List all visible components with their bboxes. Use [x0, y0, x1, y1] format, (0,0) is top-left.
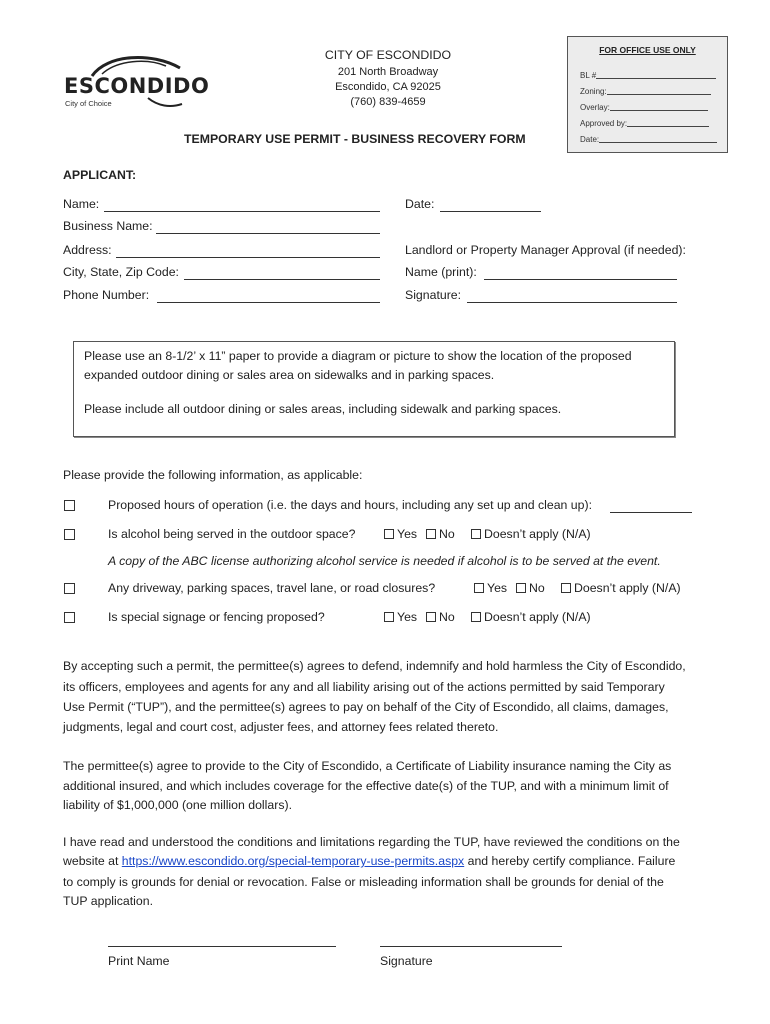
header-street: 201 North Broadway [337, 66, 439, 78]
alcohol-checkbox[interactable] [64, 529, 75, 540]
applicant-name-line[interactable] [104, 211, 380, 212]
office-approved-label: Approved by: [580, 119, 628, 128]
alcohol-na-checkbox[interactable] [471, 529, 481, 539]
alcohol-yes-option[interactable] [384, 527, 417, 541]
office-date-line [599, 134, 717, 143]
closures-no-option[interactable] [516, 581, 545, 595]
office-use-title: FOR OFFICE USE ONLY [599, 45, 696, 55]
signage-na-checkbox[interactable] [471, 612, 481, 622]
insurance-line-3: liability of $1,000,000 (one million dollars). [63, 798, 292, 812]
signage-question: Is special signage or fencing proposed? [108, 610, 325, 624]
business-name-line[interactable] [156, 233, 380, 234]
hours-answer-line[interactable] [610, 512, 692, 513]
landlord-name-label: Name (print): [405, 265, 477, 279]
header-city-state-zip: Escondido, CA 92025 [335, 81, 441, 93]
signage-no-option[interactable] [426, 610, 455, 624]
alcohol-yes-label: Yes [397, 527, 418, 541]
closures-question: Any driveway, parking spaces, travel lane, or road closures? [108, 581, 436, 595]
closures-yes-option[interactable] [474, 581, 507, 595]
notice-line-2: expanded outdoor dining or sales area on sidewalks and in parking spaces. [84, 368, 495, 382]
office-bl-line [596, 70, 716, 79]
form-title: TEMPORARY USE PERMIT - BUSINESS RECOVERY FORM [184, 132, 526, 146]
closures-checkbox[interactable] [64, 583, 75, 594]
diagram-notice-box [73, 341, 675, 437]
signage-yes-option[interactable] [384, 610, 417, 624]
logo-tagline: City of Choice [65, 99, 112, 108]
signage-yes-label: Yes [397, 610, 418, 624]
office-date-field[interactable] [580, 134, 717, 144]
closures-na-checkbox[interactable] [561, 583, 571, 593]
date-line[interactable] [440, 211, 541, 212]
landlord-approval-label: Landlord or Property Manager Approval (if needed): [405, 243, 686, 257]
alcohol-yes-checkbox[interactable] [384, 529, 394, 539]
closures-na-label: Doesn’t apply (N/A) [574, 581, 681, 595]
print-name-label: Print Name [108, 954, 170, 968]
office-date-label: Date: [580, 135, 600, 144]
signage-no-checkbox[interactable] [426, 612, 436, 622]
info-intro: Please provide the following information, as applicable: [63, 468, 363, 482]
landlord-name-line[interactable] [484, 279, 677, 280]
signature-label: Signature [380, 954, 433, 968]
certification-line-3: to comply is grounds for denial or revocation. False or misleading information shall be grounds for denial of the [63, 875, 664, 889]
office-bl-label: BL # [580, 71, 597, 80]
applicant-name-label: Name: [63, 197, 100, 211]
notice-line-1: Please use an 8-1/2’ x 11” paper to provide a diagram or picture to show the location of the proposed [84, 349, 632, 363]
address-line[interactable] [116, 257, 380, 258]
office-zoning-line [607, 86, 711, 95]
certification-compliance-text: and hereby certify compliance. Failure [464, 854, 676, 868]
indemnity-line-4: judgments, legal and court cost, adjuster fees, and attorney fees related thereto. [63, 720, 499, 734]
certification-line-2 [63, 854, 675, 868]
applicant-heading: APPLICANT: [63, 168, 137, 182]
tup-website-link[interactable]: https://www.escondido.org/special-temporary-use-permits.aspx [121, 854, 465, 868]
closures-no-checkbox[interactable] [516, 583, 526, 593]
address-label: Address: [63, 243, 112, 257]
header-phone: (760) 839-4659 [350, 96, 426, 108]
business-name-label: Business Name: [63, 219, 153, 233]
insurance-line-1: The permittee(s) agree to provide to the City of Escondido, a Certificate of Liability insurance naming the City as [63, 759, 672, 773]
hours-question: Proposed hours of operation (i.e. the days and hours, including any set up and clean up): [108, 498, 592, 512]
phone-number-line[interactable] [157, 302, 380, 303]
notice-line-3: Please include all outdoor dining or sales areas, including sidewalk and parking spaces. [84, 402, 562, 416]
alcohol-question: Is alcohol being served in the outdoor space? [108, 527, 356, 541]
city-state-zip-label: City, State, Zip Code: [63, 265, 179, 279]
alcohol-na-option[interactable] [471, 527, 591, 541]
signage-na-option[interactable] [471, 610, 591, 624]
signature-line[interactable] [380, 946, 562, 947]
office-overlay-field[interactable] [580, 102, 708, 112]
insurance-line-2: additional insured, and which includes coverage for the effective date(s) of the TUP, and with a minimum limit of [63, 779, 669, 793]
closures-yes-label: Yes [487, 581, 508, 595]
office-approved-field[interactable] [580, 118, 709, 128]
city-logo [62, 48, 210, 114]
city-state-zip-line[interactable] [184, 279, 380, 280]
closures-na-option[interactable] [561, 581, 681, 595]
print-name-line[interactable] [108, 946, 336, 947]
office-approved-line [627, 118, 709, 127]
signage-na-label: Doesn’t apply (N/A) [484, 610, 591, 624]
indemnity-line-3: Use Permit (“TUP”), and the permittee(s) agrees to pay on behalf of the City of Escondido, all claims, damages, [63, 700, 669, 714]
logo-wordmark: ESCONDIDO [64, 74, 210, 98]
office-zoning-field[interactable] [580, 86, 711, 96]
office-bl-field[interactable] [580, 70, 716, 80]
certification-website-prefix: website at [63, 854, 122, 868]
office-overlay-label: Overlay: [580, 103, 610, 112]
signage-no-label: No [439, 610, 455, 624]
indemnity-line-2: its officers, employees and agents for any and all liability arising out of the actions permitted by said Temporary [63, 680, 665, 694]
certification-line-1: I have read and understood the conditions and limitations regarding the TUP, have reviewed the conditions on the [63, 835, 680, 849]
office-use-box [567, 36, 728, 153]
indemnity-line-1: By accepting such a permit, the permittee(s) agrees to defend, indemnify and hold harmless the City of Escondido, [63, 659, 686, 673]
alcohol-no-label: No [439, 527, 455, 541]
office-zoning-label: Zoning: [580, 87, 607, 96]
phone-number-label: Phone Number: [63, 288, 150, 302]
signage-yes-checkbox[interactable] [384, 612, 394, 622]
hours-checkbox[interactable] [64, 500, 75, 511]
alcohol-license-note: A copy of the ABC license authorizing alcohol service is needed if alcohol is to be served at the event. [108, 554, 661, 568]
landlord-signature-line[interactable] [467, 302, 677, 303]
certification-line-4: TUP application. [63, 894, 153, 908]
office-overlay-line [610, 102, 708, 111]
alcohol-no-option[interactable] [426, 527, 455, 541]
signage-checkbox[interactable] [64, 612, 75, 623]
header-city: CITY OF ESCONDIDO [324, 48, 452, 62]
alcohol-na-label: Doesn’t apply (N/A) [484, 527, 591, 541]
closures-yes-checkbox[interactable] [474, 583, 484, 593]
landlord-signature-label: Signature: [405, 288, 462, 302]
alcohol-no-checkbox[interactable] [426, 529, 436, 539]
date-label: Date: [405, 197, 435, 211]
closures-no-label: No [529, 581, 545, 595]
